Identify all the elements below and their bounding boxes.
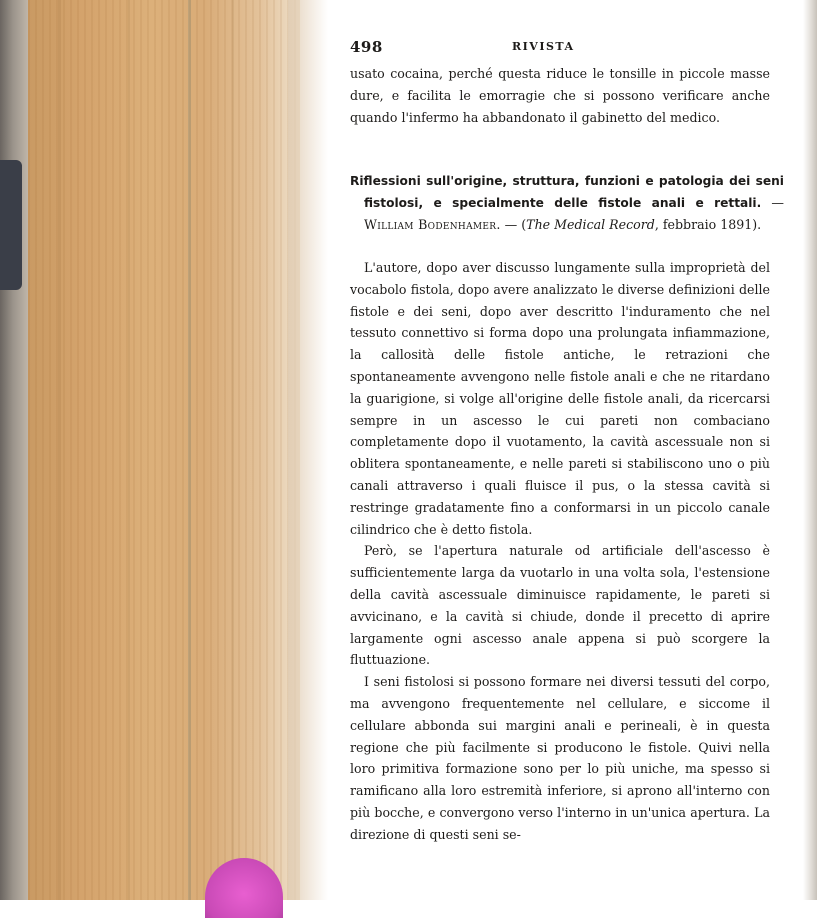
body-paragraph: L'autore, dopo aver discusso lungamente sulla improprietà del vocabolo fistola, dopo avere analizzato le diverse definizioni delle fistole e dei seni, dopo aver descritto l'induramento che nel tessuto connettivo si forma dopo una prolungata infiammazione, la callosità delle fistole antiche, le retrazioni che spontaneamente avvengono nelle fistole anali e che ne ritardano la guarigione, si volge all'origine delle fistole anali, da ricercarsi sempre in un ascesso le cui pareti non combaciano completamente dopo il vuotamento, la cavità ascessuale non si oblitera spontaneamente, e nelle pareti si stabiliscono uno o più canali attraverso i quali fluisce il pus, o la stessa cavità si restringe gradatamente fino a conformarsi in un piccolo canale cilindrico che è detto fistola.: [350, 260, 770, 537]
article-body: [350, 257, 770, 846]
body-paragraph: I seni fistolosi si possono formare nei diversi tessuti del corpo, ma avvengono frequentemente nel cellulare, e siccome il cellulare abbonda sui margini anali e perineali, è in questa regione che più facilmente si producono le fistole. Quivi nella loro primitiva formazione sono per lo più uniche, ma spesso si ramificano alla loro estremità inferiore, si aprono all'interno con più bocche, e convergono verso l'interno in un'unica apertura. La direzione di questi seni se-: [350, 674, 770, 842]
paper-stripe: [188, 0, 191, 900]
body-paragraph: Però, se l'apertura naturale od artificiale dell'ascesso è sufficientemente larga da vuotarlo in una volta sola, l'estensione della cavità ascessuale diminuisce rapidamente, le pareti si avvicinano, e la cavità si chiude, donde il precetto di aprire largamente ogni ascesso anale appena si può scorgere la fluttuazione.: [350, 543, 770, 668]
article-heading: [350, 170, 784, 236]
spine-shadow: [288, 0, 328, 900]
intro-paragraph: usato cocaina, perché questa riduce le tonsille in piccole masse dure, e facilita le emorragie che si possono verificare anche quando l'infermo ha abbandonato il gabinetto del medico.: [350, 66, 770, 125]
page-number: 498: [350, 38, 383, 56]
source-open-paren: (: [521, 217, 527, 232]
source-journal: The Medical Record: [526, 217, 655, 232]
article-author: William Bodenhamer.: [364, 217, 501, 232]
paper-stripe: [232, 0, 234, 900]
source-date: , febbraio 1891).: [654, 217, 762, 232]
page-edge-paper: [28, 0, 300, 900]
author-dash: —: [500, 217, 522, 232]
paper-stripe: [128, 0, 130, 900]
paper-stripe: [58, 0, 61, 900]
intro-paragraph-block: [350, 63, 770, 128]
running-head: [350, 38, 770, 58]
journal-title: RIVISTA: [512, 40, 575, 53]
title-dash: —: [761, 195, 784, 210]
article-title: Riflessioni sull'origine, struttura, funzioni e patologia dei seni fistolosi, e specialmente delle fistole anali e rettali.: [350, 174, 784, 210]
right-edge-shadow: [803, 0, 817, 900]
